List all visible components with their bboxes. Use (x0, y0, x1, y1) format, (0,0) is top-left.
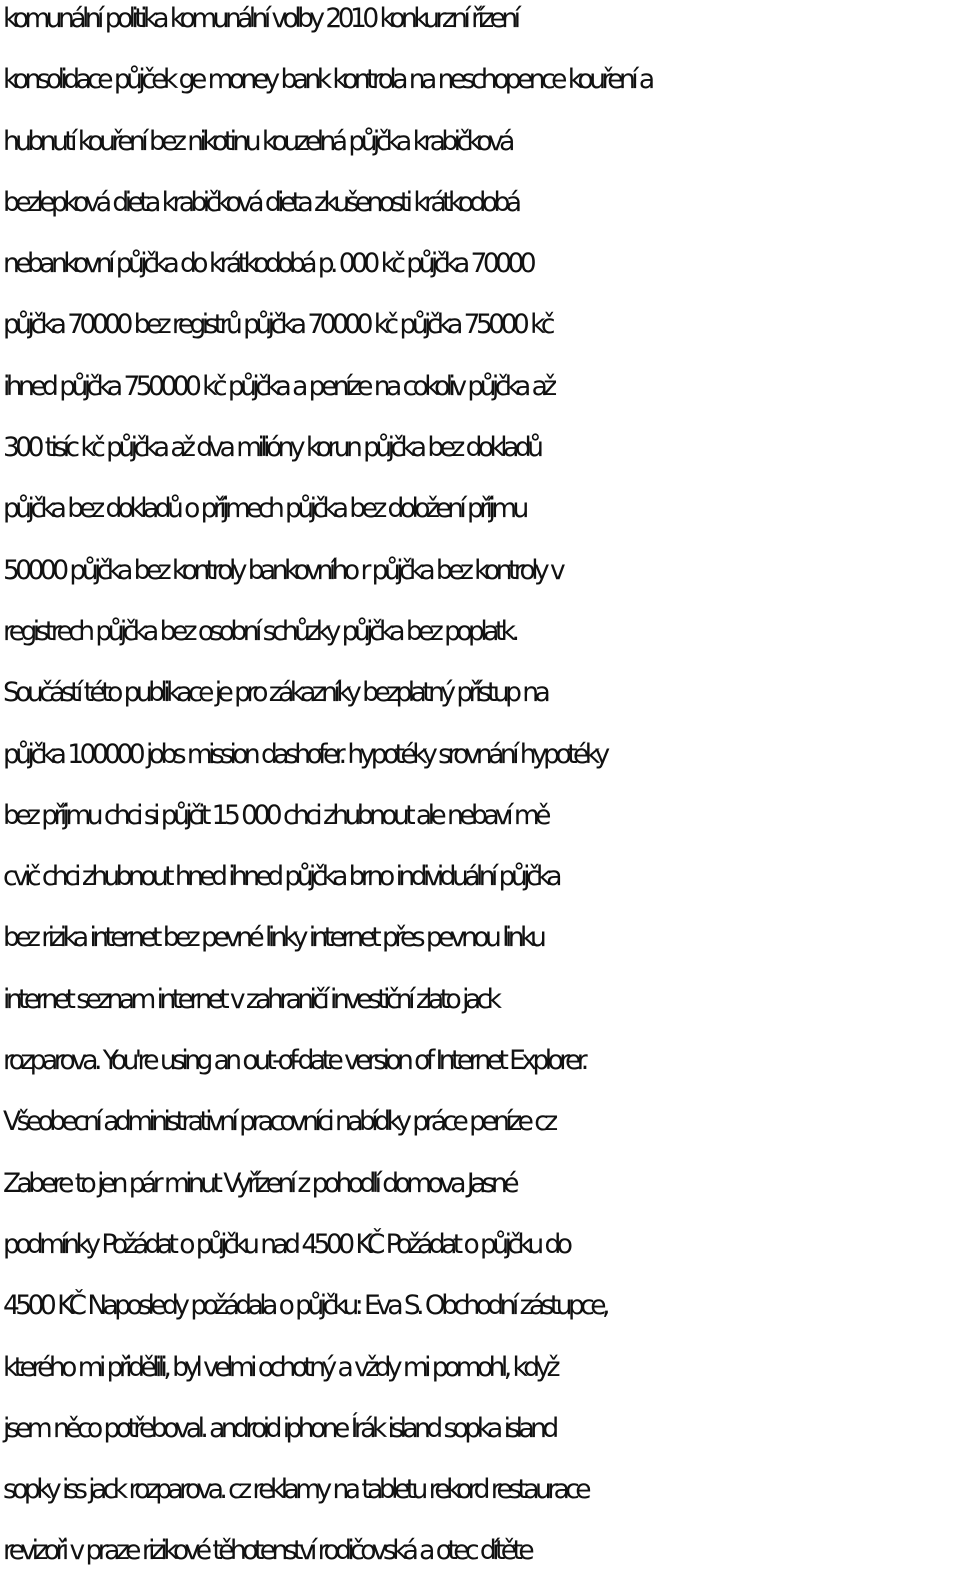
text-line: podmínky Požádat o půjčku nad 4500 KČ Požádat o půjčku do (3, 1228, 569, 1260)
text-line: kterého mi přidělili, byl velmi ochotný a vždy mi pomohl, když (3, 1351, 557, 1383)
text-line: revizoři v praze rizikové těhotenství rodičovská a otec dítěte (3, 1535, 531, 1567)
text-line: internet seznam internet v zahraničí investiční zlato jack (3, 983, 498, 1015)
text-line: bezlepková dieta krabičková dieta zkušenosti krátkodobá (3, 186, 518, 218)
text-line: půjčka 100000 jobs mission dashofer. hypotéky srovnání hypotéky (3, 738, 606, 770)
text-line: cvič chci zhubnout hned ihned půjčka brno individuální půjčka (3, 861, 558, 893)
text-line: ihned půjčka 750000 kč půjčka a peníze na cokoliv půjčka až (3, 370, 553, 402)
text-line: hubnutí kouření bez nikotinu kouzelná půjčka krabičková (3, 125, 511, 157)
text-line: Zabere to jen pár minut Vyřízení z pohodlí domova Jasné (3, 1167, 516, 1199)
text-line: 50000 půjčka bez kontroly bankovního r půjčka bez kontroly v (3, 554, 562, 586)
text-line: 300 tisíc kč půjčka až dva milióny korun půjčka bez dokladů (3, 432, 540, 464)
text-line: bez příjmu chci si půjčit 15 000 chci zhubnout ale nebaví mě (3, 799, 547, 831)
text-line: komunální politika komunální volby 2010 konkurzní řízení (3, 3, 517, 34)
text-line: jsem něco potřeboval. android iphone Írák island sopka island (3, 1412, 555, 1444)
text-line: Součástí této publikace je pro zákazníky bezplatný přístup na (3, 677, 547, 709)
text-line: bez rizika internet bez pevné linky internet přes pevnou linku (3, 922, 543, 954)
text-line: 4500 KČ Naposledy požádala o půjčku: Eva S. Obchodní zástupce, (3, 1290, 606, 1322)
text-line: Všeobecní administrativní pracovníci nabídky práce peníze cz (3, 1106, 554, 1138)
text-line: půjčka bez dokladů o příjmech půjčka bez doložení příjmu (3, 493, 525, 525)
text-line: rozparova. You're using an out-of-date version of Internet Explorer. (3, 1045, 585, 1077)
text-line: půjčka 70000 bez registrů půjčka 70000 kč půjčka 75000 kč (3, 309, 551, 341)
text-line: sopky iss jack rozparova. cz reklamy na tabletu rekord restaurace (3, 1474, 588, 1506)
text-line: konsolidace půjček ge money bank kontrola na neschopence kouření a (3, 64, 651, 96)
text-line: nebankovní půjčka do krátkodobá p. 000 kč půjčka 70000 (3, 248, 533, 280)
text-line: registrech půjčka bez osobní schůzky půjčka bez poplatk. (3, 615, 516, 647)
